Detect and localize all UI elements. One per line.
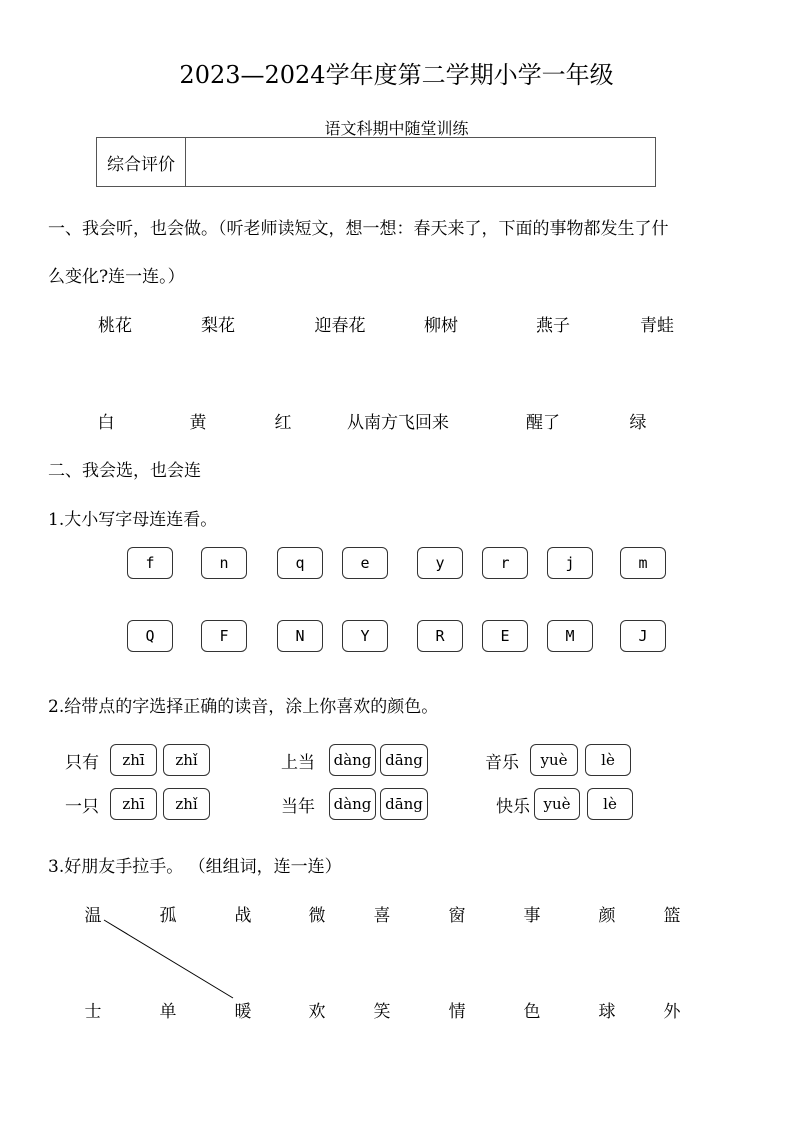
uppercase-letter-box[interactable]: Q (127, 620, 173, 652)
q3-bottom-char[interactable]: 暖 (234, 1002, 252, 1022)
section1-bottom-word[interactable]: 从南方飞回来 (347, 413, 449, 433)
q3-top-char[interactable]: 颜 (598, 906, 616, 926)
uppercase-letter-box[interactable]: F (201, 620, 247, 652)
section1-top-word[interactable]: 柳树 (424, 316, 458, 336)
uppercase-letter-box[interactable]: E (482, 620, 528, 652)
q3-top-char[interactable]: 战 (234, 906, 252, 926)
pinyin-option-box[interactable]: zhǐ (163, 744, 210, 776)
q3-bottom-char[interactable]: 色 (523, 1002, 541, 1022)
lowercase-letter-box[interactable]: j (547, 547, 593, 579)
pinyin-option-box[interactable]: lè (585, 744, 631, 776)
lowercase-letter-box[interactable]: y (417, 547, 463, 579)
evaluation-label: 综合评价 (97, 138, 186, 186)
q3-top-char[interactable]: 喜 (373, 906, 391, 926)
q2-word: 一只 (65, 797, 99, 817)
q2-word: 音乐 (485, 753, 519, 773)
q3-bottom-char[interactable]: 外 (663, 1002, 681, 1022)
section1-question-line2: 么变化?连一连。） (48, 267, 185, 287)
lowercase-letter-box[interactable]: e (342, 547, 388, 579)
q3-top-char[interactable]: 孤 (159, 906, 177, 926)
q3-top-char[interactable]: 微 (308, 906, 326, 926)
section1-bottom-word[interactable]: 白 (97, 413, 115, 433)
q3-bottom-char[interactable]: 欢 (308, 1002, 326, 1022)
section2-heading: 二、我会选，也会连 (48, 461, 201, 481)
section1-top-word[interactable]: 桃花 (98, 316, 132, 336)
uppercase-letter-box[interactable]: M (547, 620, 593, 652)
pinyin-option-box[interactable]: yuè (534, 788, 580, 820)
lowercase-letter-box[interactable]: r (482, 547, 528, 579)
pinyin-option-box[interactable]: zhī (110, 788, 157, 820)
connector-line (104, 920, 233, 998)
uppercase-letter-box[interactable]: Y (342, 620, 388, 652)
pinyin-option-box[interactable]: zhǐ (163, 788, 210, 820)
q3-top-char[interactable]: 温 (84, 906, 102, 926)
q3-bottom-char[interactable]: 笑 (373, 1002, 391, 1022)
section1-bottom-word[interactable]: 红 (274, 413, 292, 433)
q1-prompt: 1.大小写字母连连看。 (48, 510, 218, 530)
q3-top-char[interactable]: 窗 (448, 906, 466, 926)
lowercase-letter-box[interactable]: n (201, 547, 247, 579)
q3-bottom-char[interactable]: 情 (448, 1002, 466, 1022)
pinyin-option-box[interactable]: zhī (110, 744, 157, 776)
q2-word: 上当 (281, 753, 315, 773)
q2-word: 当年 (281, 797, 315, 817)
lowercase-letter-box[interactable]: q (277, 547, 323, 579)
uppercase-letter-box[interactable]: N (277, 620, 323, 652)
q2-prompt: 2.给带点的字选择正确的读音，涂上你喜欢的颜色。 (48, 697, 439, 717)
section1-bottom-word[interactable]: 醒了 (526, 413, 560, 433)
q3-bottom-char[interactable]: 球 (598, 1002, 616, 1022)
section1-bottom-word[interactable]: 黄 (189, 413, 207, 433)
q3-top-char[interactable]: 篮 (663, 906, 681, 926)
q2-word: 只有 (65, 753, 99, 773)
pinyin-option-box[interactable]: yuè (530, 744, 578, 776)
q3-top-char[interactable]: 事 (523, 906, 541, 926)
page-subtitle: 语文科期中随堂训练 (324, 119, 469, 138)
q3-bottom-char[interactable]: 单 (159, 1002, 177, 1022)
q3-bottom-char[interactable]: 士 (84, 1002, 102, 1022)
page-title: 2023—2024学年度第二学期小学一年级 (179, 61, 614, 89)
section1-top-word[interactable]: 燕子 (536, 316, 570, 336)
section1-question-line1: 一、我会听，也会做。（听老师读短文，想一想：春天来了，下面的事物都发生了什 (48, 219, 669, 239)
pinyin-option-box[interactable]: dāng (380, 744, 428, 776)
pinyin-option-box[interactable]: lè (587, 788, 633, 820)
pinyin-option-box[interactable]: dàng (329, 788, 376, 820)
lowercase-letter-box[interactable]: m (620, 547, 666, 579)
section1-top-word[interactable]: 青蛙 (640, 316, 674, 336)
pinyin-option-box[interactable]: dāng (380, 788, 428, 820)
q2-word: 快乐 (496, 797, 530, 817)
uppercase-letter-box[interactable]: J (620, 620, 666, 652)
uppercase-letter-box[interactable]: R (417, 620, 463, 652)
section1-bottom-word[interactable]: 绿 (629, 413, 647, 433)
section1-top-word[interactable]: 梨花 (201, 316, 235, 336)
pinyin-option-box[interactable]: dàng (329, 744, 376, 776)
q3-prompt: 3.好朋友手拉手。 （组组词，连一连） (48, 857, 342, 877)
lowercase-letter-box[interactable]: f (127, 547, 173, 579)
section1-top-word[interactable]: 迎春花 (314, 316, 366, 336)
